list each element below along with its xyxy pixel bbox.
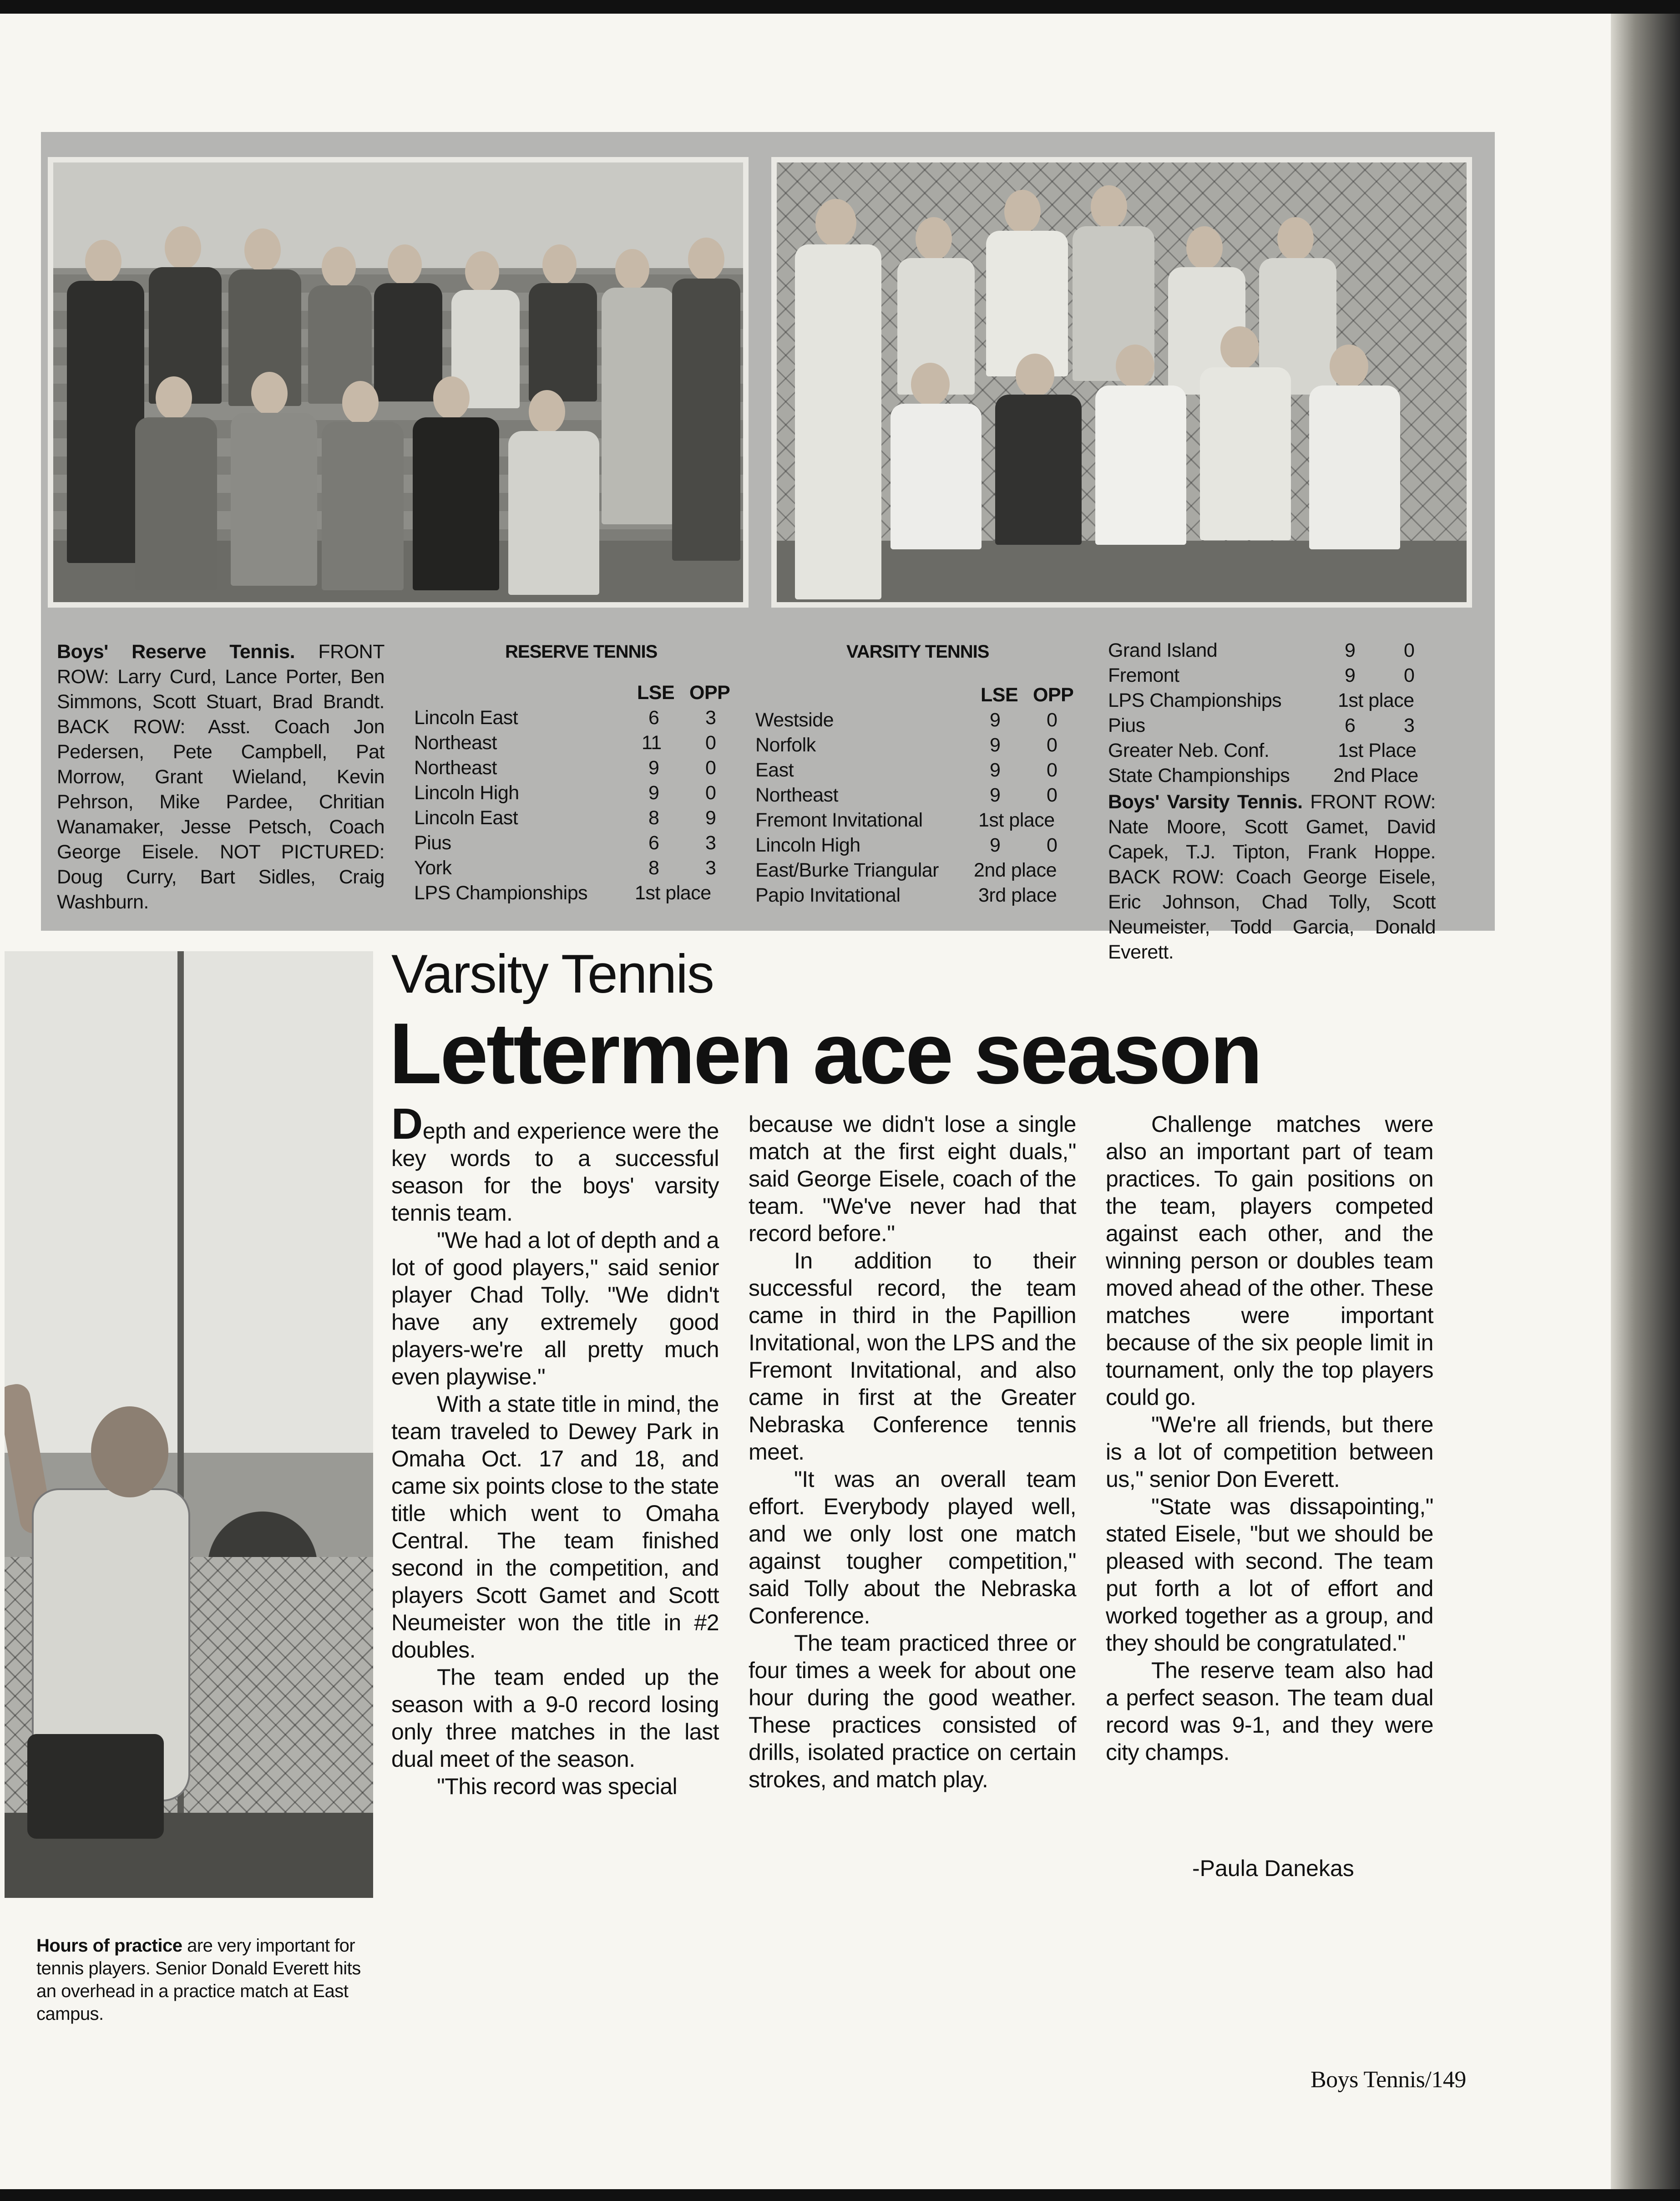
paragraph: The team practiced three or four times a week for about one hour during the good weather. These practices consisted of drills, isolated practice on certain strokes, and match play. bbox=[749, 1630, 1076, 1792]
lse-score: 9 bbox=[990, 709, 1001, 731]
opponent: York bbox=[414, 857, 452, 879]
table-row bbox=[755, 858, 1083, 883]
paragraph: The team ended up the season with a 9-0 record losing only three matches in the last dual meet of the season. bbox=[391, 1664, 719, 1772]
table-row bbox=[414, 806, 733, 831]
opp-score: 0 bbox=[1047, 834, 1058, 856]
table-row bbox=[755, 758, 1083, 783]
lse-score: 9 bbox=[648, 757, 659, 779]
caption-lead: Boys' Reserve Tennis. bbox=[57, 641, 295, 663]
paragraph: Challenge matches were also an important part of team practices. To gain positions on the team, players competed against each other, and the winning person or doubles team moved ahead of the other. These matches were important because of the six people limit in tournament, only the top players could go. bbox=[1106, 1111, 1433, 1410]
paragraph: because we didn't lose a single match at the first eight duals," said George Eisele, coach of the team. "We've never had that record before." bbox=[749, 1111, 1076, 1246]
article-column-2 bbox=[749, 1111, 1076, 1793]
reserve-results-table bbox=[414, 680, 733, 906]
byline: -Paula Danekas bbox=[1192, 1856, 1354, 1881]
reserve-team-photo bbox=[48, 157, 749, 608]
paragraph: "State was dissapointing," stated Eisele, "but we should be pleased with second. The team put forth a lot of effort and worked together as a group, and they should be congratulated." bbox=[1106, 1494, 1433, 1656]
paragraph: In addition to their successful record, the team came in third in the Papillion Invitational, won the LPS and the Fremont Invitational, and also came in first at the Greater Nebraska Conference tennis meet. bbox=[749, 1248, 1076, 1465]
opponent: Norfolk bbox=[755, 734, 816, 756]
opponent: Greater Neb. Conf. bbox=[1108, 740, 1270, 761]
col-opp: OPP bbox=[1033, 684, 1074, 706]
table-row bbox=[1108, 713, 1427, 738]
placement: 2nd place bbox=[974, 859, 1057, 881]
headline: Lettermen ace season bbox=[389, 1005, 1261, 1102]
opp-score: 0 bbox=[1047, 759, 1058, 781]
section-title: Varsity Tennis bbox=[391, 943, 713, 1004]
table-row bbox=[414, 881, 733, 906]
table-row bbox=[1108, 763, 1427, 788]
lse-score: 9 bbox=[648, 782, 659, 804]
table-row bbox=[414, 856, 733, 881]
reserve-table-title: RESERVE TENNIS bbox=[505, 642, 658, 662]
varsity-team-caption bbox=[1108, 790, 1436, 965]
scan-top-edge bbox=[0, 0, 1680, 14]
table-row bbox=[414, 730, 733, 756]
table-row bbox=[755, 883, 1083, 908]
lse-score: 9 bbox=[1345, 639, 1356, 661]
col-lse: LSE bbox=[637, 682, 675, 704]
opponent: Westside bbox=[755, 709, 834, 731]
lse-score: 6 bbox=[648, 707, 659, 729]
table-row bbox=[414, 781, 733, 806]
lse-score: 9 bbox=[990, 834, 1001, 856]
placement: 2nd Place bbox=[1333, 765, 1418, 786]
paragraph: "We had a lot of depth and a lot of good players," said senior player Chad Tolly. "We didn't have any extremely good players-we're all pretty much even playwise." bbox=[391, 1227, 719, 1390]
table-row bbox=[755, 783, 1083, 808]
table-header bbox=[755, 683, 1083, 708]
opponent: East/Burke Triangular bbox=[755, 859, 939, 881]
opponent: Northeast bbox=[755, 784, 838, 806]
table-row bbox=[755, 808, 1083, 833]
varsity-results-table bbox=[755, 683, 1083, 908]
opp-score: 3 bbox=[1404, 715, 1415, 736]
caption-text: FRONT ROW: Nate Moore, Scott Gamet, David Capek, T.J. Tipton, Frank Hoppe. BACK ROW: Coach George Eisele, Eric Johnson, Chad Tolly, Scott Neumeister, Todd Garcia, Donald Everett. bbox=[1108, 791, 1436, 963]
opp-score: 3 bbox=[705, 857, 716, 879]
table-row bbox=[755, 708, 1083, 733]
opp-score: 9 bbox=[705, 807, 716, 829]
opponent: Grand Island bbox=[1108, 639, 1218, 661]
lse-score: 6 bbox=[648, 832, 659, 854]
table-row bbox=[1108, 688, 1427, 713]
opp-score: 3 bbox=[705, 707, 716, 729]
opp-score: 0 bbox=[1404, 639, 1415, 661]
scan-bottom-edge bbox=[0, 2189, 1680, 2201]
paragraph: "It was an overall team effort. Everybody played well, and we only lost one match against tougher competition," said Tolly about the Nebraska Conference. bbox=[749, 1466, 1076, 1628]
caption-text: are very important for tennis players. Senior Donald Everett hits an overhead in a practice match at East campus. bbox=[36, 1936, 361, 2024]
lse-score: 8 bbox=[648, 857, 659, 879]
action-photo-overhead bbox=[5, 951, 373, 1898]
opponent: Northeast bbox=[414, 757, 497, 779]
opp-score: 3 bbox=[705, 832, 716, 854]
opp-score: 0 bbox=[1404, 664, 1415, 686]
table-row bbox=[755, 833, 1083, 858]
placement: 3rd place bbox=[978, 884, 1057, 906]
lse-score: 9 bbox=[990, 734, 1001, 756]
opponent: East bbox=[755, 759, 794, 781]
table-row bbox=[755, 733, 1083, 758]
varsity-team-photo bbox=[771, 157, 1472, 608]
paragraph: "We're all friends, but there is a lot of competition between us," senior Don Everett. bbox=[1106, 1412, 1433, 1492]
placement: 1st place bbox=[978, 809, 1055, 831]
article-column-1 bbox=[391, 1100, 719, 1800]
table-row bbox=[414, 705, 733, 730]
paragraph: The reserve team also had a perfect season. The team dual record was 9-1, and they were city champs. bbox=[1106, 1658, 1433, 1765]
paragraph bbox=[391, 1100, 719, 1227]
opp-score: 0 bbox=[1047, 709, 1058, 731]
opponent: Fremont Invitational bbox=[755, 809, 923, 831]
article-column-3 bbox=[1106, 1111, 1433, 1766]
table-header bbox=[414, 680, 733, 705]
opponent: Lincoln High bbox=[414, 782, 519, 804]
opp-score: 0 bbox=[1047, 734, 1058, 756]
opponent: State Championships bbox=[1108, 765, 1290, 786]
table-row bbox=[1108, 638, 1427, 663]
placement: 1st place bbox=[635, 882, 711, 904]
drop-cap: D bbox=[391, 1100, 423, 1148]
opponent: LPS Championships bbox=[1108, 690, 1282, 711]
opp-score: 0 bbox=[1047, 784, 1058, 806]
opponent: LPS Championships bbox=[414, 882, 588, 904]
page-binding-shadow bbox=[1611, 14, 1680, 2189]
opponent: Lincoln East bbox=[414, 707, 518, 729]
paragraph: With a state title in mind, the team traveled to Dewey Park in Omaha Oct. 17 and 18, and came six points close to the state title which went to Omaha Central. The team finished second in the competition, and players Scott Gamet and Scott Neumeister won the title in #2 doubles. bbox=[391, 1391, 719, 1663]
opponent: Pius bbox=[1108, 715, 1145, 736]
lse-score: 8 bbox=[648, 807, 659, 829]
table-row bbox=[1108, 663, 1427, 688]
opp-score: 0 bbox=[705, 782, 716, 804]
table-row bbox=[414, 831, 733, 856]
varsity-table-title: VARSITY TENNIS bbox=[846, 642, 989, 662]
opponent: Papio Invitational bbox=[755, 884, 901, 906]
caption-lead: Hours of practice bbox=[36, 1936, 182, 1956]
table-row bbox=[414, 756, 733, 781]
table-row bbox=[1108, 738, 1427, 763]
opponent: Pius bbox=[414, 832, 451, 854]
placement: 1st Place bbox=[1338, 740, 1417, 761]
lse-score: 9 bbox=[990, 759, 1001, 781]
opponent: Lincoln High bbox=[755, 834, 860, 856]
lse-score: 6 bbox=[1345, 715, 1356, 736]
col-lse: LSE bbox=[981, 684, 1018, 706]
paragraph: "This record was special bbox=[437, 1774, 678, 1799]
col-opp: OPP bbox=[689, 682, 730, 704]
opponent: Fremont bbox=[1108, 664, 1179, 686]
varsity-results-table-continued bbox=[1108, 638, 1427, 788]
page-folio: Boys Tennis/149 bbox=[1311, 2067, 1466, 2093]
placement: 1st place bbox=[1338, 690, 1414, 711]
opp-score: 0 bbox=[705, 757, 716, 779]
lse-score: 9 bbox=[1345, 664, 1356, 686]
lse-score: 9 bbox=[990, 784, 1001, 806]
lse-score: 11 bbox=[642, 732, 662, 754]
reserve-team-caption bbox=[57, 639, 385, 915]
paragraph-text: epth and experience were the key words to a successful season for the boys' varsity tennis team. bbox=[391, 1118, 719, 1226]
opponent: Lincoln East bbox=[414, 807, 518, 829]
caption-lead: Boys' Varsity Tennis. bbox=[1108, 791, 1303, 813]
action-photo-caption bbox=[36, 1934, 373, 2025]
caption-text: FRONT ROW: Larry Curd, Lance Porter, Ben Simmons, Scott Stuart, Brad Brandt. BACK ROW: Asst. Coach Jon Pedersen, Pete Campbell, Pat Morrow, Grant Wieland, Kevin Pehrson, Mike Pardee, Chritian Wanamaker, Jesse Petsch, Coach George Eisele. NOT PICTURED: Doug Curry, Bart Sidles, Craig Washburn. bbox=[57, 641, 385, 913]
opp-score: 0 bbox=[705, 732, 716, 754]
opponent: Northeast bbox=[414, 732, 497, 754]
